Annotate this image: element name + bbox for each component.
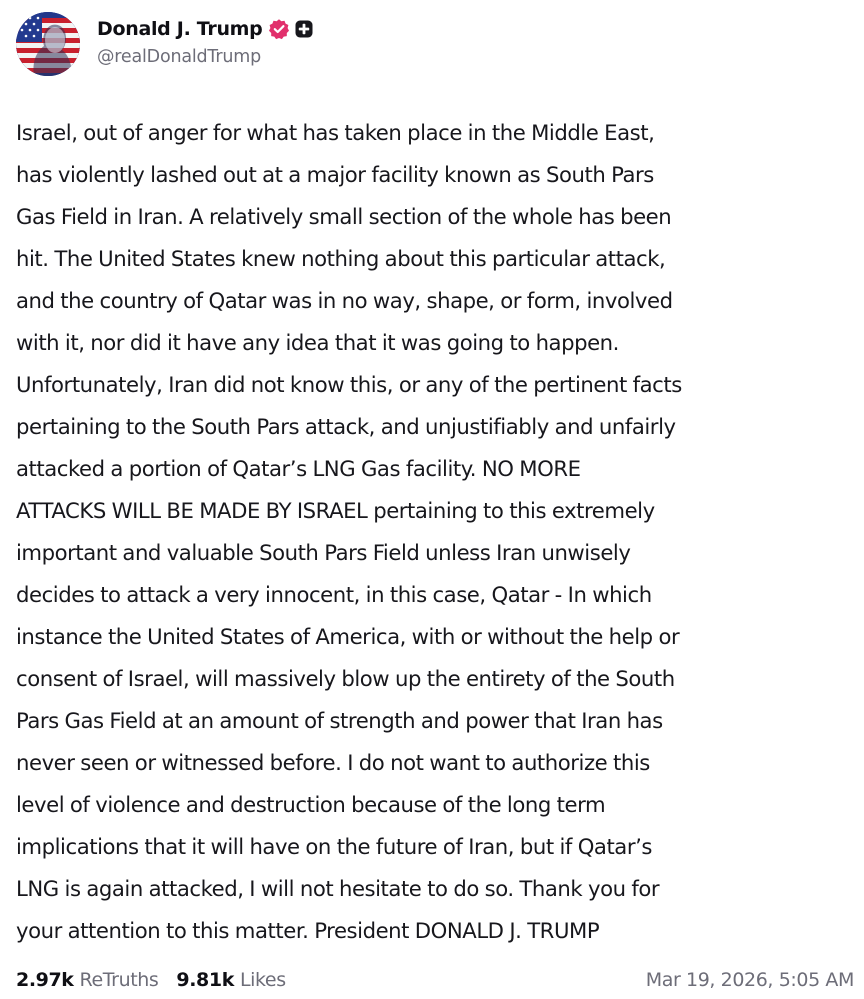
retruths-label: ReTruths — [79, 969, 159, 991]
post-body-line: never seen or witnessed before. I do not want to authorize this — [16, 750, 650, 775]
author-identity — [97, 16, 313, 67]
post-body-line: Gas Field in Iran. A relatively small section of the whole has been — [16, 204, 672, 229]
post-body-line: and the country of Qatar was in no way, shape, or form, involved — [16, 288, 673, 313]
likes-count: 9.81k — [176, 969, 234, 991]
post-body-line: implications that it will have on the future of Iran, but if Qatar’s — [16, 834, 652, 859]
post-body-line: consent of Israel, will massively blow up the entirety of the South — [16, 666, 675, 691]
post-body — [16, 112, 861, 952]
name-row — [97, 16, 313, 42]
retruths-stat[interactable] — [16, 969, 158, 991]
likes-label: Likes — [239, 969, 286, 991]
post-body-line: instance the United States of America, with or without the help or — [16, 624, 680, 649]
retruths-count: 2.97k — [16, 969, 74, 991]
post-body-line: Pars Gas Field at an amount of strength and power that Iran has — [16, 708, 663, 733]
post-body-line: your attention to this matter. President DONALD J. TRUMP — [16, 918, 600, 943]
post-header — [16, 10, 313, 78]
post-body-line: LNG is again attacked, I will not hesitate to do so. Thank you for — [16, 876, 660, 901]
post-timestamp[interactable]: Mar 19, 2026, 5:05 AM — [645, 969, 854, 991]
post-body-line: has violently lashed out at a major facility known as South Pars — [16, 162, 654, 187]
author-display-name[interactable]: Donald J. Trump — [97, 17, 263, 40]
post-body-line: Israel, out of anger for what has taken place in the Middle East, — [16, 120, 655, 145]
post-body-line: ATTACKS WILL BE MADE BY ISRAEL pertaining to this extremely — [16, 498, 655, 523]
plus-badge-icon — [295, 20, 313, 38]
post-body-line: Unfortunately, Iran did not know this, or any of the pertinent facts — [16, 372, 682, 397]
author-handle[interactable]: @realDonaldTrump — [97, 46, 261, 67]
post-body-line: attacked a portion of Qatar’s LNG Gas facility. NO MORE — [16, 456, 581, 481]
post-stats — [16, 969, 286, 991]
post-body-line: hit. The United States knew nothing about this particular attack, — [16, 246, 666, 271]
post-body-line: pertaining to the South Pars attack, and unjustifiably and unfairly — [16, 414, 676, 439]
post-body-line: important and valuable South Pars Field unless Iran unwisely — [16, 540, 631, 565]
verified-badge-icon — [268, 18, 290, 40]
post-body-line: with it, nor did it have any idea that it was going to happen. — [16, 330, 619, 355]
post-body-line: decides to attack a very innocent, in this case, Qatar - In which — [16, 582, 652, 607]
likes-stat[interactable] — [176, 969, 285, 991]
flag-portrait-avatar-icon[interactable] — [16, 12, 80, 76]
post-body-line: level of violence and destruction because of the long term — [16, 792, 606, 817]
post-footer — [16, 962, 854, 998]
